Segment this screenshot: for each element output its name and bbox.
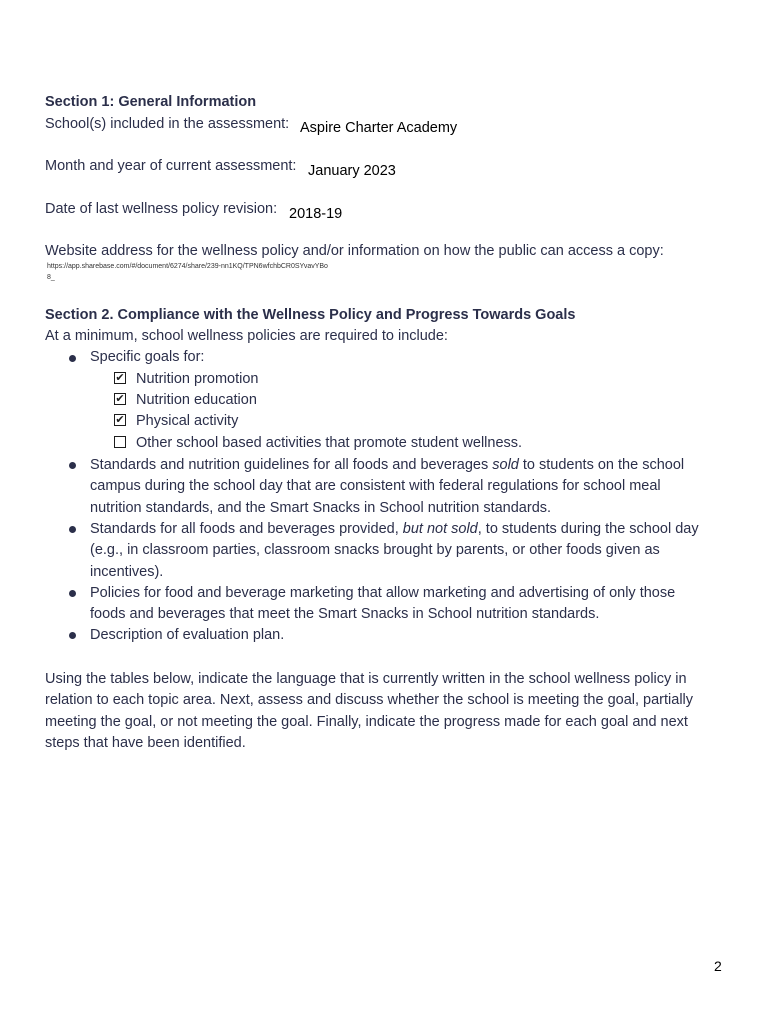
goals-label: Specific goals for: xyxy=(90,349,205,365)
page-number: 2 xyxy=(714,958,722,974)
checkbox-other-activities[interactable] xyxy=(114,436,126,448)
bullet-marker xyxy=(69,632,76,639)
section2-intro: At a minimum, school wellness policies are required to include: xyxy=(45,328,448,344)
schools-label: School(s) included in the assessment: xyxy=(45,116,290,132)
checkbox-nutrition-education[interactable]: ✔ xyxy=(115,392,125,405)
checkbox-physical-activity[interactable]: ✔ xyxy=(115,413,125,426)
section2-heading: Section 2. Compliance with the Wellness Policy and Progress Towards Goals xyxy=(45,307,576,323)
bullet-marker xyxy=(69,462,76,469)
website-url-line1[interactable]: https://app.sharebase.com/#/document/6274/share/239-nn1KQ/TPN6wfchbCR0SYvavYBo xyxy=(47,263,328,270)
goal-label-nutrition-promotion: Nutrition promotion xyxy=(136,371,259,387)
revision-label: Date of last wellness policy revision: xyxy=(45,201,278,217)
closing-paragraph: Using the tables below, indicate the language that is currently written in the school wellness policy in relation to each topic area. Next, assess and discuss whether the school is meeting the goal, partially meeting the goal, or not meeting the goal. Finally, indicate the progress made for each goal and next steps that have been identified. xyxy=(45,671,694,751)
revision-value[interactable]: 2018-19 xyxy=(289,206,343,222)
section1-heading: Section 1: General Information xyxy=(45,94,257,110)
bullet-evaluation-plan: Description of evaluation plan. xyxy=(90,627,285,643)
bullet-marker xyxy=(69,355,76,362)
website-url-line2[interactable]: 8_ xyxy=(47,274,55,281)
bullet-standards-sold: Standards and nutrition guidelines for all foods and beverages sold to students on the school campus during the school day that are consistent with federal regulations for school meal nutrition standards, and the Smart Snacks in School nutrition standards. xyxy=(90,457,685,516)
bullet-marketing-policies: Policies for food and beverage marketing that allow marketing and advertising of only those foods and beverages that meet the Smart Snacks in School nutrition standards. xyxy=(90,585,676,623)
goal-label-other-activities: Other school based activities that promote student wellness. xyxy=(136,435,523,451)
website-label: Website address for the wellness policy and/or information on how the public can access a copy: xyxy=(45,243,664,259)
bullet-standards-not-sold: Standards for all foods and beverages provided, but not sold, to students during the school day (e.g., in classroom parties, classroom snacks brought by parents, or other foods given as incentives). xyxy=(90,521,699,580)
checkbox-nutrition-promotion[interactable]: ✔ xyxy=(115,371,125,384)
bullet-marker xyxy=(69,590,76,597)
goal-label-physical-activity: Physical activity xyxy=(136,413,239,429)
goal-label-nutrition-education: Nutrition education xyxy=(136,392,257,408)
month-label: Month and year of current assessment: xyxy=(45,158,297,174)
schools-value[interactable]: Aspire Charter Academy xyxy=(300,120,458,136)
month-value[interactable]: January 2023 xyxy=(308,163,396,179)
bullet-marker xyxy=(69,526,76,533)
